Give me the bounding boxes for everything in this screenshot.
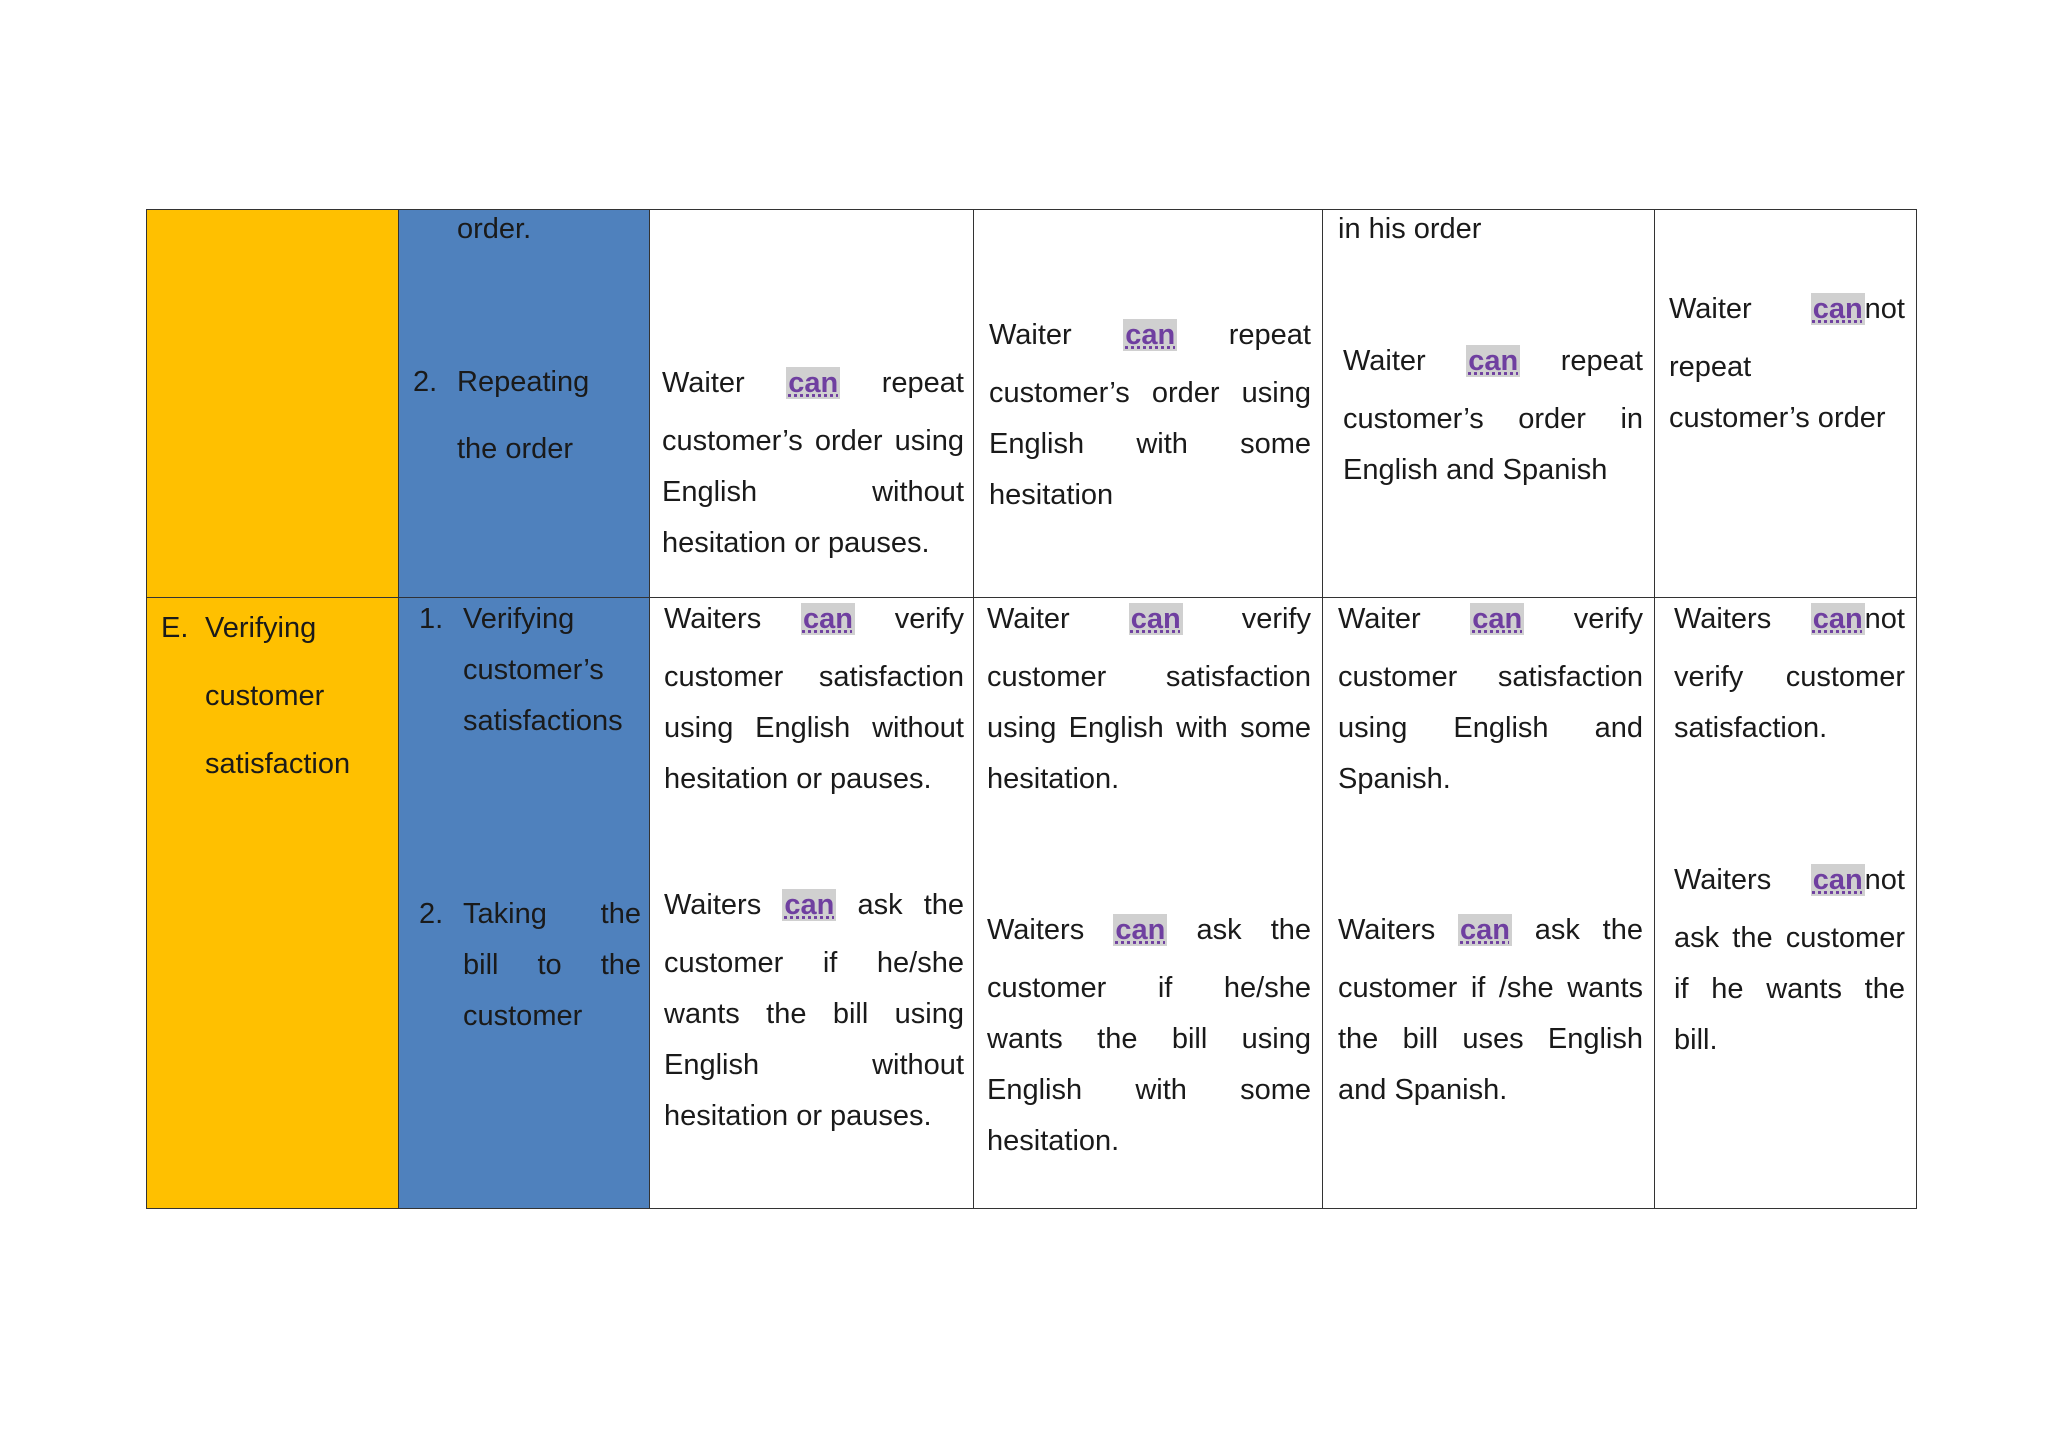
score-cell: Waiters can verify customer satisfaction using English without hesitation or pauses. Waiters can ask the customer if he/she wants the bill using English without hesitation or pauses.	[650, 598, 974, 1209]
highlighted-word: can	[1472, 603, 1523, 635]
score-cell: Waiter can verify customer satisfaction using English and Spanish. Waiters can ask the customer if /she wants the bill uses English and Spanish.	[1323, 598, 1655, 1209]
highlighted-word: can	[1468, 345, 1519, 377]
highlighted-word: can	[1460, 914, 1510, 946]
indicator-number: 2.	[413, 366, 438, 398]
indicator-cell	[399, 210, 650, 598]
score-cell: Waiters cannot verify customer satisfaction. Waiters cannot ask the customer if he wants the bill.	[1655, 598, 1917, 1209]
rubric-table	[146, 209, 1917, 1209]
table-row	[147, 598, 1917, 1209]
indicator-number: 1.	[419, 603, 444, 635]
highlighted-word: can	[788, 367, 839, 399]
aspect-letter: E.	[161, 612, 189, 644]
highlighted-word: can	[784, 889, 835, 921]
score-cell: Waiter can repeat customer’s order using English with some hesitation	[974, 210, 1323, 598]
highlighted-word: can	[1130, 603, 1181, 635]
highlighted-word: can	[1812, 293, 1863, 325]
highlighted-word: can	[1115, 914, 1166, 946]
highlighted-word: can	[802, 603, 853, 635]
table-row	[147, 210, 1917, 598]
aspect-label-line: Verifying	[205, 612, 317, 644]
aspect-label-line: customer	[205, 680, 325, 712]
highlighted-word: can	[1125, 319, 1176, 351]
score-cell: Waiter can verify customer satisfaction using English with some hesitation. Waiters can ask the customer if he/she wants the bill using English with some hesitation.	[974, 598, 1323, 1209]
indicator-cell: 1. Verifying customer’s satisfactions 2. Taking the bill to the customer	[399, 598, 650, 1209]
indicator-continuation: order.	[457, 213, 532, 245]
indicator-number: 2.	[419, 898, 444, 930]
aspect-cell-empty	[147, 210, 399, 598]
continuation-text: in his order	[1338, 213, 1482, 245]
highlighted-word: can	[1812, 864, 1863, 896]
score-cell: in his order Waiter can repeat customer’s order in English and Spanish	[1323, 210, 1655, 598]
score-cell: Waiter can repeat customer’s order using English without hesitation or pauses.	[650, 210, 974, 598]
aspect-label-line: satisfaction	[205, 748, 351, 780]
indicator-label-line: Repeating	[457, 366, 590, 398]
indicator-label-line: the order	[457, 433, 574, 465]
highlighted-word: can	[1812, 603, 1863, 635]
aspect-cell	[147, 598, 399, 1209]
score-cell: Waiter cannot repeat customer’s order	[1655, 210, 1917, 598]
